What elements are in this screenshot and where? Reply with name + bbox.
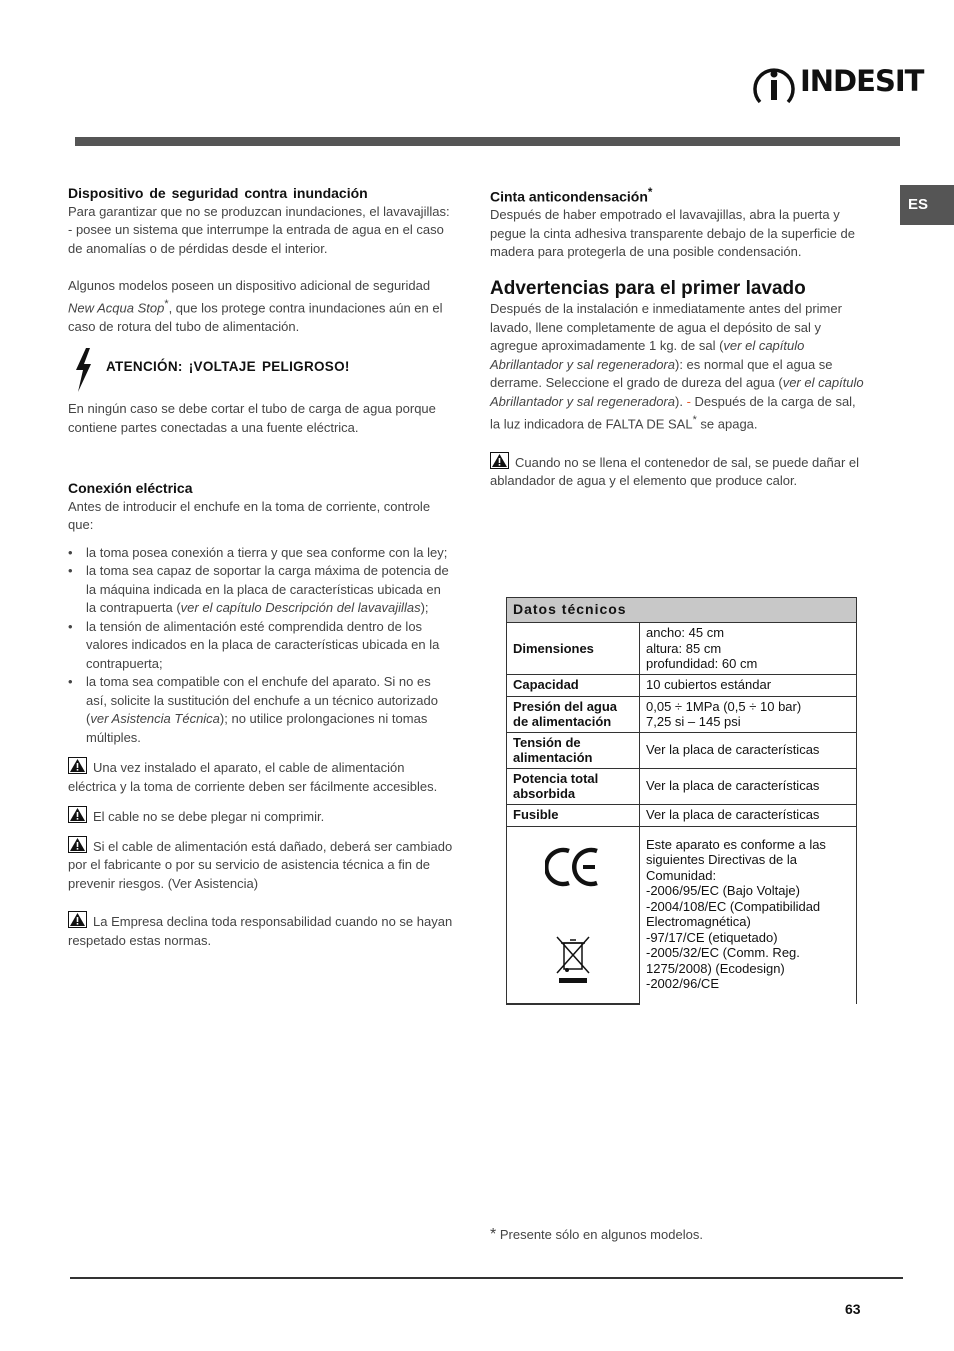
directive-line: Electromagnética): [646, 914, 751, 929]
warning-triangle-icon: [490, 452, 509, 469]
left-column: [68, 184, 453, 950]
brand-name: INDESIT: [800, 64, 924, 98]
warning-note: [68, 806, 453, 827]
list-item: • la tensión de alimentación esté comprendida dentro de los valores indicados en la placa de características ubicada en la contrapuerta;: [68, 618, 453, 674]
warning-triangle-icon: [68, 836, 87, 853]
text-span: El cable no se debe plegar ni comprimir.: [93, 809, 325, 825]
first-wash-text: [490, 300, 865, 434]
spec-label: Dimensiones: [507, 623, 640, 675]
ce-mark-icon: [545, 845, 601, 889]
electrical-checklist: [68, 544, 453, 748]
spec-value: Ver la placa de características: [640, 768, 857, 804]
table-row: [507, 768, 857, 804]
text-span: , que los protege contra inundaciones aún en el caso de rotura del tubo de alimentación.: [68, 300, 443, 334]
text-span: se apaga.: [696, 416, 758, 432]
text-span: la toma sea capaz de soportar la carga máxima de potencia de la máquina indicada en la placa de características ubicada en la contrapuerta (: [86, 563, 449, 616]
footnote-star: *: [692, 414, 697, 427]
text-span: ): es normal que el agua se derrame. Seleccione el grado de dureza del agua (: [490, 356, 833, 391]
electrical-intro: Antes de introducir el enchufe en la toma de corriente, controle que:: [68, 498, 431, 533]
text-span: ).: [675, 393, 687, 409]
directive-line: -2002/96/CE: [646, 976, 719, 991]
footnote-star: *: [490, 1226, 497, 1243]
footer-rule: [70, 1277, 903, 1279]
spec-value: [640, 696, 857, 732]
warning-note: [490, 452, 865, 491]
table-row: [507, 804, 857, 826]
text-span: Una vez instalado el aparato, el cable de alimentación eléctrica y la toma de corriente deben ser fácilmente accesibles.: [68, 760, 438, 794]
section-title-first-wash: Advertencias para el primer lavado: [490, 277, 806, 299]
spec-line: altura: 85 cm: [646, 640, 722, 656]
tech-specs-table: [506, 597, 857, 1005]
directive-line: 1275/2008) (Ecodesign): [646, 960, 785, 976]
warning-note: [68, 911, 453, 950]
cross-reference: ver el capítulo Abrillantador y sal regeneradora: [490, 375, 864, 409]
directive-line: Comunidad:: [646, 867, 717, 883]
table-row: [507, 674, 857, 696]
table-row: [507, 826, 857, 1004]
section-title-tape: [490, 184, 865, 206]
spec-line: profundidad: 60 cm: [646, 656, 758, 671]
list-item: [68, 673, 453, 747]
spec-line: 7,25 si – 145 psi: [646, 714, 741, 729]
spec-label: Fusible: [507, 804, 640, 826]
text-span: Después de la carga de sal, la luz indicadora de FALTA DE SAL: [490, 393, 856, 432]
weee-bin-icon: [555, 935, 591, 985]
text-span: Después de la instalación e inmediatamente antes del primer lavado, llene completamente de agua el depósito de sal y agregue aproximadamente 1 kg. de sal (: [490, 301, 842, 354]
accent-dash: -: [686, 393, 691, 409]
footnote: [490, 1226, 703, 1245]
right-column: [490, 184, 865, 491]
spec-label: Potencia total absorbida: [507, 768, 640, 804]
spec-label: Presión del agua de alimentación: [507, 696, 640, 732]
directives-cell: [640, 826, 857, 1004]
spec-line: 0,05 ÷ 1MPa (0,5 ÷ 10 bar): [646, 698, 802, 714]
page-number: 63: [845, 1301, 861, 1317]
warning-note: [68, 757, 453, 796]
header-bar: [75, 137, 900, 146]
voltage-warning-title: ATENCIÓN: ¡VOLTAJE PELIGROSO!: [106, 359, 350, 375]
spec-line: ancho: 45 cm: [646, 625, 725, 640]
spec-value: [640, 623, 857, 675]
text-span: );: [420, 600, 429, 616]
directive-line: Este aparato es conforme a las: [646, 836, 826, 852]
text-span: la toma sea compatible con el enchufe del aparato. Si no es así, solicite la sustitución del enchufe a un técnico autorizado (: [86, 674, 438, 727]
directive-line: -2004/108/EC (Compatibilidad: [646, 898, 821, 914]
section-title-flood: Dispositivo de seguridad contra inundación: [68, 185, 368, 201]
table-header: Datos técnicos: [507, 598, 857, 623]
list-item: [68, 562, 453, 618]
text-span: La Empresa declina toda responsabilidad cuando no se hayan respetado estas normas.: [68, 914, 453, 948]
directive-line: siguientes Directivas de la: [646, 852, 798, 867]
cross-reference: ver Asistencia Técnica: [90, 711, 220, 727]
indesit-logo-icon: [752, 62, 796, 106]
text-span: Cuando no se llena el contenedor de sal, se puede dañar el ablandador de agua y el elemento que produce calor.: [490, 454, 860, 489]
warning-triangle-icon: [68, 757, 87, 774]
text-span: Algunos modelos poseen un dispositivo adicional de seguridad: [68, 277, 431, 293]
voltage-warning-text: En ningún caso se debe cortar el tubo de carga de agua porque contiene partes conectadas a una fuente eléctrica.: [68, 401, 436, 435]
warning-note: [68, 836, 453, 894]
language-tab: ES: [900, 185, 954, 225]
text-span: Si el cable de alimentación está dañado, deberá ser cambiado por el fabricante o por su servicio de asistencia técnica a fin de prevenir riesgos. (Ver Asistencia): [68, 838, 453, 891]
spec-label: Tensión de alimentación: [507, 732, 640, 768]
text-span: Cinta anticondensación: [490, 188, 648, 205]
voltage-warning: [68, 344, 453, 400]
spec-value: Ver la placa de características: [640, 804, 857, 826]
section-title-electrical: Conexión eléctrica: [68, 480, 193, 497]
footnote-star: *: [647, 186, 653, 199]
spec-value: Ver la placa de características: [640, 732, 857, 768]
flood-paragraph-1: Para garantizar que no se produzcan inundaciones, el lavavajillas:: [68, 203, 450, 219]
flood-paragraph-2: - posee un sistema que interrumpe la entrada de agua en el caso de anomalías o de pérdidas desde el interior.: [68, 222, 444, 256]
list-item: • la toma posea conexión a tierra y que sea conforme con la ley;: [68, 544, 453, 563]
tape-text: Después de haber empotrado el lavavajillas, abra la puerta y pegue la cinta adhesiva transparente debajo de la superficie de madera para protegerla de una posible condensación.: [490, 207, 855, 260]
symbol-cell: [507, 826, 640, 1004]
directive-line: -2005/32/EC (Comm. Reg.: [646, 945, 800, 960]
directive-line: -2006/95/EC (Bajo Voltaje): [646, 883, 800, 898]
product-name: New Acqua Stop: [68, 300, 165, 316]
table-row: [507, 732, 857, 768]
spec-value: 10 cubiertos estándar: [640, 674, 857, 696]
footnote-star: *: [164, 298, 169, 310]
table-row: [507, 696, 857, 732]
footnote-text: Presente sólo en algunos modelos.: [499, 1227, 703, 1242]
warning-triangle-icon: [68, 911, 87, 928]
directive-line: -97/17/CE (etiquetado): [646, 929, 778, 945]
flood-paragraph-3: [68, 277, 453, 337]
text-span: ); no utilice prolongaciones ni tomas múltiples.: [86, 711, 428, 745]
warning-triangle-icon: [68, 806, 87, 823]
table-header-row: [507, 598, 857, 623]
cross-reference: ver el capítulo Abrillantador y sal regeneradora: [490, 338, 805, 372]
cross-reference: ver el capítulo Descripción del lavavajillas: [180, 600, 421, 616]
table-row: [507, 623, 857, 675]
indesit-logo: [752, 62, 924, 106]
spec-label: Capacidad: [507, 674, 640, 696]
lightning-bolt-icon: [72, 348, 94, 392]
